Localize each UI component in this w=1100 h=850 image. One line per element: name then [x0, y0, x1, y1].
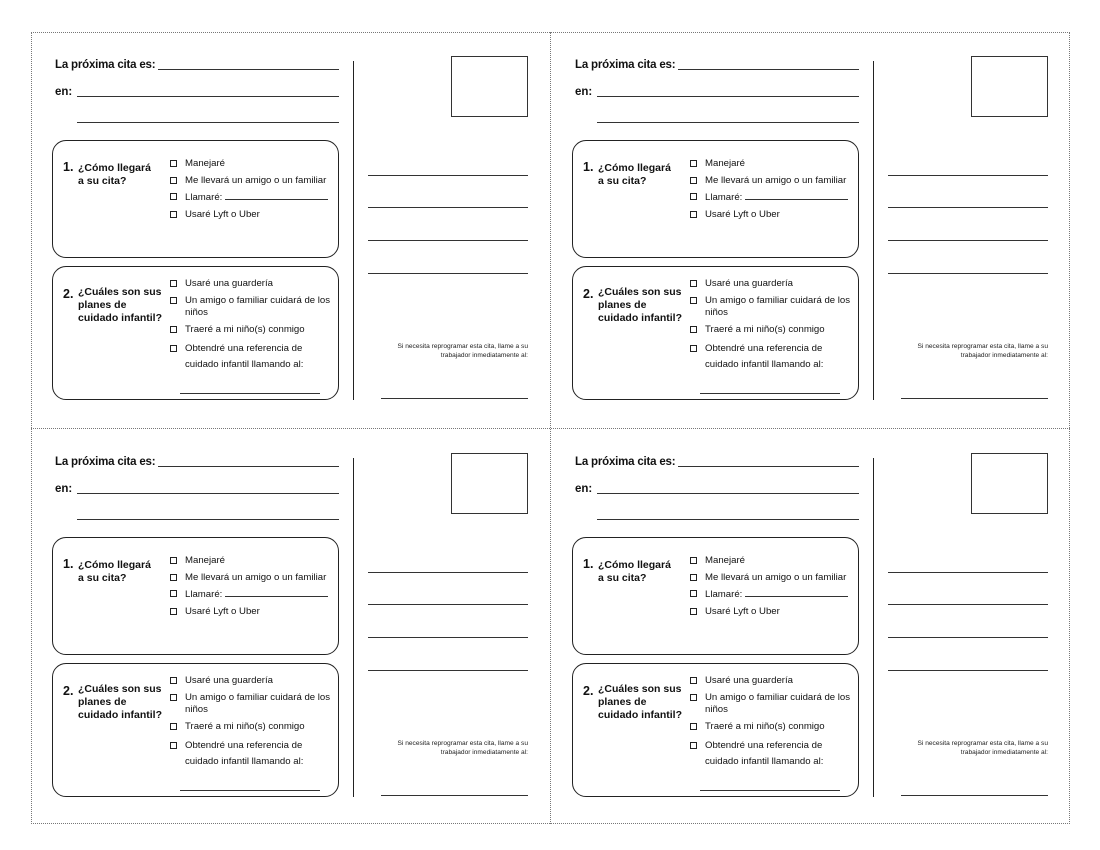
referral-number-line[interactable] [700, 393, 840, 394]
option-family-care[interactable]: Un amigo o familiar cuidará de los niños [690, 295, 854, 318]
option-daycare[interactable]: Usaré una guardería [690, 675, 854, 687]
option-drive[interactable]: Manejaré [170, 158, 334, 170]
stamp-box [971, 453, 1048, 514]
checkbox[interactable] [690, 211, 697, 218]
address-line[interactable] [368, 637, 528, 638]
checkbox[interactable] [170, 677, 177, 684]
address-line[interactable] [368, 670, 528, 671]
childcare-question: ¿Cuáles son sus planes de cuidado infantil? [598, 286, 682, 324]
checkbox[interactable] [690, 193, 697, 200]
option-rideshare[interactable]: Usaré Lyft o Uber [170, 209, 334, 221]
location-line[interactable] [77, 493, 339, 494]
referral-number-line[interactable] [180, 393, 320, 394]
option-bring-children[interactable]: Traeré a mi niño(s) conmigo [690, 324, 854, 336]
address-line[interactable] [888, 670, 1048, 671]
address-line[interactable] [888, 240, 1048, 241]
checkbox[interactable] [690, 742, 697, 749]
appointment-postcard [551, 429, 1070, 825]
childcare-question: ¿Cuáles son sus planes de cuidado infantil? [78, 683, 162, 721]
checkbox[interactable] [690, 608, 697, 615]
option-referral[interactable]: Obtendré una referencia de cuidado infantil llamando al: [170, 341, 334, 374]
card-divider [353, 458, 354, 797]
checkbox[interactable] [170, 280, 177, 287]
card-divider [873, 458, 874, 797]
checkbox[interactable] [690, 723, 697, 730]
childcare-options [170, 675, 334, 776]
address-line[interactable] [368, 604, 528, 605]
appointment-date-line[interactable] [678, 466, 859, 467]
question-number: 2. [583, 684, 594, 698]
checkbox[interactable] [170, 326, 177, 333]
checkbox[interactable] [690, 297, 697, 304]
location-label: en: [55, 86, 73, 98]
option-family-care[interactable]: Un amigo o familiar cuidará de los niños [170, 692, 334, 715]
transport-question-box [52, 537, 339, 655]
checkbox[interactable] [690, 694, 697, 701]
reschedule-notice: Si necesita reprogramar esta cita, llame a su trabajador inmediatamente al: [917, 740, 1048, 756]
call-number-line[interactable] [745, 588, 848, 597]
option-referral[interactable]: Obtendré una referencia de cuidado infantil llamando al: [690, 738, 854, 771]
address-line[interactable] [888, 637, 1048, 638]
stamp-box [971, 56, 1048, 117]
option-call[interactable]: Llamaré: [170, 588, 334, 601]
checkbox[interactable] [170, 297, 177, 304]
checkbox[interactable] [170, 608, 177, 615]
option-daycare[interactable]: Usaré una guardería [690, 278, 854, 290]
checkbox[interactable] [690, 590, 697, 597]
transport-question: ¿Cómo llegará a su cita? [598, 559, 671, 584]
checkbox[interactable] [170, 177, 177, 184]
address-line[interactable] [888, 207, 1048, 208]
card-divider [353, 61, 354, 400]
transport-options [690, 555, 854, 622]
address-line[interactable] [368, 207, 528, 208]
childcare-question-box [572, 266, 859, 400]
appointment-postcard [31, 429, 550, 825]
next-appointment-label: La próxima cita es: [55, 456, 156, 468]
childcare-options [690, 675, 854, 776]
option-call[interactable]: Llamaré: [690, 588, 854, 601]
reschedule-notice: Si necesita reprogramar esta cita, llame a su trabajador inmediatamente al: [917, 343, 1048, 359]
next-appointment-label: La próxima cita es: [55, 59, 156, 71]
location-line-2[interactable] [77, 122, 339, 123]
address-line[interactable] [888, 273, 1048, 274]
option-bring-children[interactable]: Traeré a mi niño(s) conmigo [170, 324, 334, 336]
option-family-care[interactable]: Un amigo o familiar cuidará de los niños [690, 692, 854, 715]
appointment-date-line[interactable] [678, 69, 859, 70]
transport-question-box [572, 537, 859, 655]
option-rideshare[interactable]: Usaré Lyft o Uber [170, 606, 334, 618]
location-line[interactable] [597, 493, 859, 494]
childcare-options [690, 278, 854, 379]
childcare-question: ¿Cuáles son sus planes de cuidado infantil? [598, 683, 682, 721]
question-number: 2. [63, 684, 74, 698]
address-line[interactable] [368, 273, 528, 274]
referral-number-line[interactable] [180, 790, 320, 791]
option-referral[interactable]: Obtendré una referencia de cuidado infantil llamando al: [690, 341, 854, 374]
checkbox[interactable] [690, 326, 697, 333]
location-label: en: [575, 483, 593, 495]
childcare-options [170, 278, 334, 379]
option-friend-ride[interactable]: Me llevará un amigo o un familiar [690, 572, 854, 584]
option-friend-ride[interactable]: Me llevará un amigo o un familiar [170, 572, 334, 584]
option-call[interactable]: Llamaré: [690, 191, 854, 204]
location-line-2[interactable] [77, 519, 339, 520]
stamp-box [451, 453, 528, 514]
transport-options [690, 158, 854, 225]
option-drive[interactable]: Manejaré [690, 555, 854, 567]
appointment-postcard [551, 32, 1070, 428]
transport-question: ¿Cómo llegará a su cita? [78, 162, 151, 187]
transport-question-box [52, 140, 339, 258]
transport-question: ¿Cómo llegará a su cita? [598, 162, 671, 187]
location-line[interactable] [77, 96, 339, 97]
childcare-question-box [52, 663, 339, 797]
question-number: 1. [63, 557, 74, 571]
location-label: en: [575, 86, 593, 98]
checkbox[interactable] [690, 160, 697, 167]
location-line[interactable] [597, 96, 859, 97]
checkbox[interactable] [170, 742, 177, 749]
transport-question: ¿Cómo llegará a su cita? [78, 559, 151, 584]
option-rideshare[interactable]: Usaré Lyft o Uber [690, 606, 854, 618]
caseworker-phone-line[interactable] [381, 398, 528, 399]
checkbox[interactable] [170, 193, 177, 200]
question-number: 1. [583, 557, 594, 571]
childcare-question-box [572, 663, 859, 797]
transport-options [170, 555, 334, 622]
option-daycare[interactable]: Usaré una guardería [170, 278, 334, 290]
location-label: en: [55, 483, 73, 495]
address-line[interactable] [888, 175, 1048, 176]
checkbox[interactable] [690, 280, 697, 287]
option-rideshare[interactable]: Usaré Lyft o Uber [690, 209, 854, 221]
address-line[interactable] [368, 175, 528, 176]
checkbox[interactable] [170, 590, 177, 597]
checkbox[interactable] [170, 723, 177, 730]
checkbox[interactable] [170, 557, 177, 564]
transport-options [170, 158, 334, 225]
appointment-date-line[interactable] [158, 69, 339, 70]
reschedule-notice: Si necesita reprogramar esta cita, llame a su trabajador inmediatamente al: [397, 343, 528, 359]
referral-number-line[interactable] [700, 790, 840, 791]
option-drive[interactable]: Manejaré [690, 158, 854, 170]
checkbox[interactable] [690, 177, 697, 184]
question-number: 1. [63, 160, 74, 174]
stamp-box [451, 56, 528, 117]
call-number-line[interactable] [225, 191, 328, 200]
location-line-2[interactable] [597, 519, 859, 520]
childcare-question-box [52, 266, 339, 400]
address-line[interactable] [368, 572, 528, 573]
option-friend-ride[interactable]: Me llevará un amigo o un familiar [170, 175, 334, 187]
question-number: 1. [583, 160, 594, 174]
address-line[interactable] [888, 604, 1048, 605]
option-drive[interactable]: Manejaré [170, 555, 334, 567]
option-call[interactable]: Llamaré: [170, 191, 334, 204]
address-line[interactable] [888, 572, 1048, 573]
checkbox[interactable] [170, 211, 177, 218]
option-daycare[interactable]: Usaré una guardería [170, 675, 334, 687]
caseworker-phone-line[interactable] [901, 795, 1048, 796]
checkbox[interactable] [690, 557, 697, 564]
option-referral[interactable]: Obtendré una referencia de cuidado infantil llamando al: [170, 738, 334, 771]
location-line-2[interactable] [597, 122, 859, 123]
caseworker-phone-line[interactable] [381, 795, 528, 796]
checkbox[interactable] [170, 345, 177, 352]
appointment-date-line[interactable] [158, 466, 339, 467]
childcare-question: ¿Cuáles son sus planes de cuidado infantil? [78, 286, 162, 324]
option-friend-ride[interactable]: Me llevará un amigo o un familiar [690, 175, 854, 187]
checkbox[interactable] [170, 160, 177, 167]
caseworker-phone-line[interactable] [901, 398, 1048, 399]
transport-question-box [572, 140, 859, 258]
checkbox[interactable] [690, 574, 697, 581]
call-number-line[interactable] [225, 588, 328, 597]
option-bring-children[interactable]: Traeré a mi niño(s) conmigo [690, 721, 854, 733]
checkbox[interactable] [690, 345, 697, 352]
next-appointment-label: La próxima cita es: [575, 59, 676, 71]
option-bring-children[interactable]: Traeré a mi niño(s) conmigo [170, 721, 334, 733]
card-divider [873, 61, 874, 400]
reschedule-notice: Si necesita reprogramar esta cita, llame a su trabajador inmediatamente al: [397, 740, 528, 756]
question-number: 2. [583, 287, 594, 301]
checkbox[interactable] [170, 574, 177, 581]
option-family-care[interactable]: Un amigo o familiar cuidará de los niños [170, 295, 334, 318]
call-number-line[interactable] [745, 191, 848, 200]
question-number: 2. [63, 287, 74, 301]
next-appointment-label: La próxima cita es: [575, 456, 676, 468]
checkbox[interactable] [170, 694, 177, 701]
address-line[interactable] [368, 240, 528, 241]
appointment-postcard [31, 32, 550, 428]
checkbox[interactable] [690, 677, 697, 684]
